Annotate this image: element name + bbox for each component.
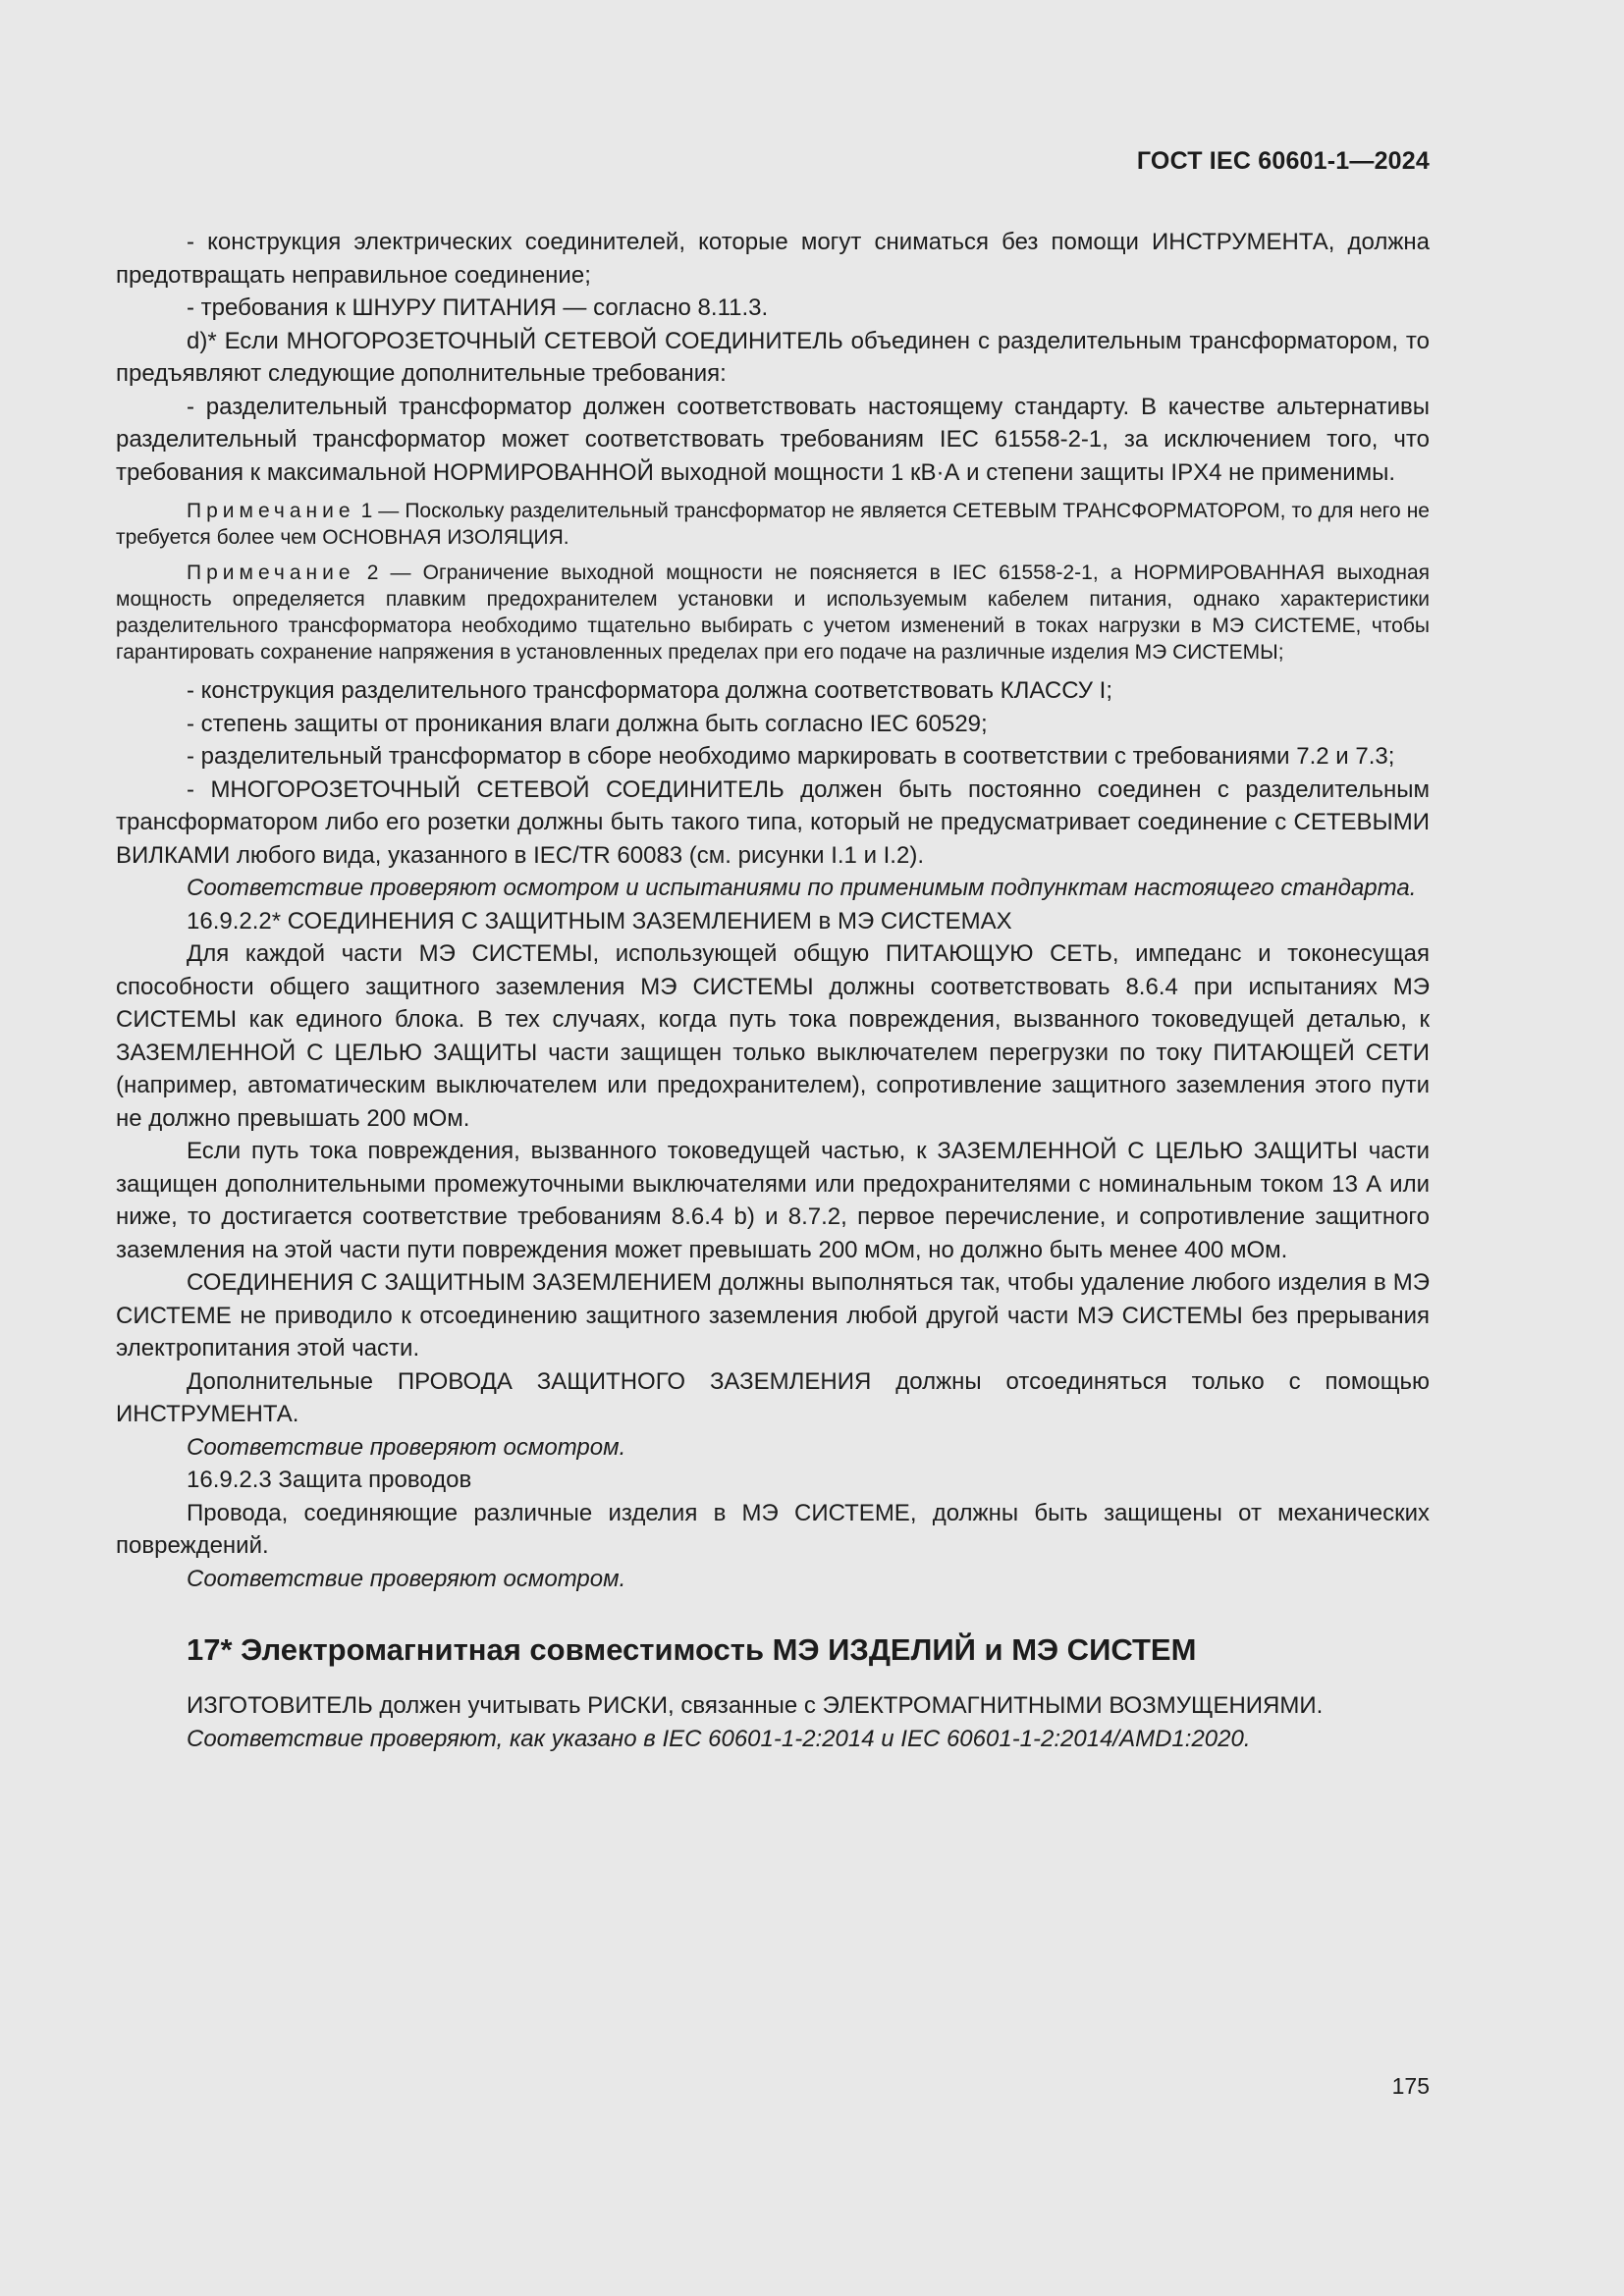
- note-label: Примечание: [187, 561, 355, 584]
- note-text: 2 — Ограничение выходной мощности не поясняется в IEC 61558-2-1, а НОРМИРОВАННАЯ выходная мощность определяется плавким предохранителем установки и используемым кабелем питания, однако характеристики разделительного трансформатора необходимо тщательно выбирать с учетом изменений в токах нагрузки в МЭ СИСТЕМЕ, чтобы гарантировать сохранение напряжения в установленных пределах при его подаче на различные изделия МЭ СИСТЕМЫ;: [116, 561, 1430, 664]
- document-body: [116, 226, 1430, 1755]
- paragraph: - степень защиты от проникания влаги должна быть согласно IEC 60529;: [187, 710, 988, 737]
- page-number: 175: [1391, 2073, 1430, 2099]
- paragraph: - МНОГОРОЗЕТОЧНЫЙ СЕТЕВОЙ СОЕДИНИТЕЛЬ должен быть постоянно соединен с разделительным трансформатором либо его розетки должны быть такого типа, который не предусматривает соединение с СЕТЕВЫМИ ВИЛКАМИ любого вида, указанного в IEC/TR 60083 (см. рисунки I.1 и I.2).: [116, 775, 1430, 869]
- subclause-heading: 16.9.2.2* СОЕДИНЕНИЯ С ЗАЩИТНЫМ ЗАЗЕМЛЕНИЕМ в МЭ СИСТЕМАХ: [187, 907, 1012, 934]
- paragraph: Если путь тока повреждения, вызванного токоведущей частью, к ЗАЗЕМЛЕННОЙ С ЦЕЛЬЮ ЗАЩИТЫ части защищен дополнительными промежуточными выключателями или предохранителями с номинальным током 13 А или ниже, то достигается соответствие требованиям 8.6.4 b) и 8.7.2, первое перечисление, и сопротивление защитного заземления на этой части пути повреждения может превышать 200 мОм, но должно быть менее 400 мОм.: [116, 1138, 1430, 1263]
- paragraph: ИЗГОТОВИТЕЛЬ должен учитывать РИСКИ, связанные с ЭЛЕКТРОМАГНИТНЫМИ ВОЗМУЩЕНИЯМИ.: [187, 1692, 1324, 1719]
- section-title: 17* Электромагнитная совместимость МЭ ИЗДЕЛИЙ и МЭ СИСТЕМ: [187, 1632, 1197, 1667]
- paragraph: d)* Если МНОГОРОЗЕТОЧНЫЙ СЕТЕВОЙ СОЕДИНИТЕЛЬ объединен с разделительным трансформатором, то предъявляют следующие дополнительные требования:: [116, 327, 1430, 387]
- paragraph: СОЕДИНЕНИЯ С ЗАЩИТНЫМ ЗАЗЕМЛЕНИЕМ должны выполняться так, чтобы удаление любого изделия в МЭ СИСТЕМЕ не приводило к отсоединению защитного заземления любой другой части МЭ СИСТЕМЫ без прерывания электропитания этой части.: [116, 1269, 1430, 1362]
- compliance-statement: Соответствие проверяют осмотром.: [187, 1433, 626, 1461]
- paragraph: Дополнительные ПРОВОДА ЗАЩИТНОГО ЗАЗЕМЛЕНИЯ должны отсоединяться только с помощью ИНСТРУМЕНТА.: [116, 1367, 1430, 1427]
- note-text: 1 — Поскольку разделительный трансформатор не является СЕТЕВЫМ ТРАНСФОРМАТОРОМ, то для него не требуется более чем ОСНОВНАЯ ИЗОЛЯЦИЯ.: [116, 500, 1430, 549]
- paragraph: - разделительный трансформатор должен соответствовать настоящему стандарту. В качестве альтернативы разделительный трансформатор может соответствовать требованиям IEC 61558-2-1, за исключением того, что требования к максимальной НОРМИРОВАННОЙ выходной мощности 1 кВ·А и степени защиты IPX4 не применимы.: [116, 393, 1430, 486]
- compliance-statement: Соответствие проверяют, как указано в IEC 60601-1-2:2014 и IEC 60601-1-2:2014/AMD1:2020.: [187, 1725, 1251, 1752]
- paragraph: Провода, соединяющие различные изделия в МЭ СИСТЕМЕ, должны быть защищены от механических повреждений.: [116, 1499, 1430, 1559]
- subclause-heading: 16.9.2.3 Защита проводов: [187, 1467, 472, 1493]
- compliance-statement: Соответствие проверяют осмотром.: [187, 1565, 626, 1592]
- paragraph: - разделительный трансформатор в сборе необходимо маркировать в соответствии с требованиями 7.2 и 7.3;: [187, 743, 1395, 770]
- note-label: Примечание: [187, 500, 355, 522]
- note-2: [116, 560, 1430, 666]
- paragraph: - конструкция разделительного трансформатора должна соответствовать КЛАССУ I;: [187, 677, 1112, 704]
- compliance-statement: Соответствие проверяют осмотром и испытаниями по применимым подпунктам настоящего стандарта.: [187, 875, 1417, 901]
- paragraph: - конструкция электрических соединителей, которые могут сниматься без помощи ИНСТРУМЕНТА, должна предотвращать неправильное соединение;: [116, 229, 1430, 289]
- note-1: [116, 498, 1430, 551]
- paragraph: Для каждой части МЭ СИСТЕМЫ, использующей общую ПИТАЮЩУЮ СЕТЬ, импеданс и токонесущая способности общего защитного заземления МЭ СИСТЕМЫ должны соответствовать 8.6.4 при испытаниях МЭ СИСТЕМЫ как единого блока. В тех случаях, когда путь тока повреждения, вызванного токоведущей деталью, к ЗАЗЕМЛЕННОЙ С ЦЕЛЬЮ ЗАЩИТЫ части защищен только выключателем перегрузки по току ПИТАЮЩЕЙ СЕТИ (например, автоматическим выключателем или предохранителем), сопротивление защитного заземления этого пути не должно превышать 200 мОм.: [116, 940, 1430, 1132]
- standard-header: ГОСТ IEC 60601-1—2024: [1136, 147, 1430, 175]
- paragraph: - требования к ШНУРУ ПИТАНИЯ — согласно 8.11.3.: [187, 294, 769, 321]
